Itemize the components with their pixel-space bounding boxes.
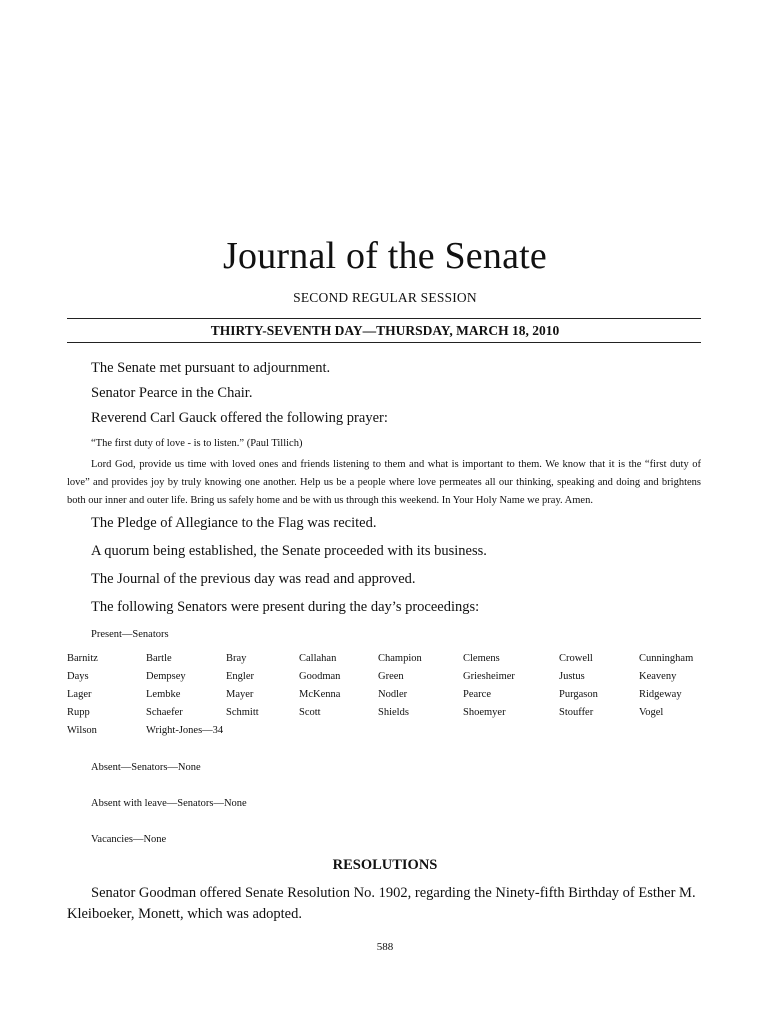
- prayer-quote: “The first duty of love - is to listen.” (Paul Tillich): [91, 438, 303, 449]
- senator-name: Callahan: [299, 653, 337, 664]
- page-number: 588: [376, 941, 394, 953]
- vacancies: Vacancies—None: [91, 834, 167, 845]
- senator-name: Green: [378, 671, 404, 682]
- senator-name: Bray: [226, 653, 247, 664]
- senator-name: Dempsey: [146, 671, 186, 682]
- senator-name: Engler: [226, 671, 254, 682]
- senator-name: Barnitz: [67, 653, 98, 664]
- resolutions-heading: RESOLUTIONS: [332, 857, 438, 873]
- senator-name: Crowell: [559, 653, 593, 664]
- senator-name: Vogel: [639, 707, 664, 718]
- senator-name: Champion: [378, 653, 422, 664]
- senator-name: Keaveny: [639, 671, 677, 682]
- journal-approved-paragraph: The Journal of the previous day was read and approved.: [91, 571, 416, 587]
- resolution-paragraph: Senator Goodman offered Senate Resolution No. 1902, regarding the Ninety-fifth Birthday of Esther M. Kleiboeker, Monett, which was adopted.: [67, 885, 696, 922]
- senator-name: Bartle: [146, 653, 172, 664]
- top-rule: [67, 318, 701, 319]
- senator-name: Pearce: [463, 689, 491, 700]
- senator-name: McKenna: [299, 689, 341, 700]
- senators-present-paragraph: The following Senators were present during the day’s proceedings:: [91, 599, 480, 615]
- senator-name: Nodler: [378, 689, 408, 700]
- opening-paragraph-chair: Senator Pearce in the Chair.: [91, 385, 253, 401]
- senator-name: Stouffer: [559, 707, 594, 718]
- senator-name: Wilson: [67, 725, 97, 736]
- absent-with-leave: Absent with leave—Senators—None: [91, 798, 247, 809]
- opening-paragraph-adjournment: The Senate met pursuant to adjournment.: [91, 360, 331, 376]
- present-senators-label: Present—Senators: [91, 629, 169, 640]
- senator-name: Goodman: [299, 671, 341, 682]
- session-label: SECOND REGULAR SESSION: [293, 290, 477, 305]
- day-heading: THIRTY-SEVENTH DAY—THURSDAY, MARCH 18, 2010: [210, 323, 560, 338]
- senator-name: Schaefer: [146, 707, 183, 718]
- senator-name: Mayer: [226, 689, 254, 700]
- senator-name: Cunningham: [639, 653, 694, 664]
- senator-name: Purgason: [559, 689, 598, 700]
- senator-name: Scott: [299, 707, 321, 718]
- senator-name: Lembke: [146, 689, 181, 700]
- prayer-body: Lord God, provide us time with loved ones and friends listening to them and what is important to them. We know that it is the “first duty of love” and provides joy by truly knowing one another. Help us be a people where love permeates all our thinking, speaking and doing and brightens both our inner and outer life. Bring us safely home and be with us through this weekend. In Your Holy Name we pray. Amen.: [67, 459, 701, 506]
- senator-name: Schmitt: [226, 707, 259, 718]
- quorum-paragraph: A quorum being established, the Senate proceeded with its business.: [91, 543, 487, 559]
- senator-name: Lager: [67, 689, 92, 700]
- opening-paragraph-prayer-intro: Reverend Carl Gauck offered the following prayer:: [91, 410, 388, 426]
- absent-senators: Absent—Senators—None: [91, 762, 201, 773]
- senator-name: Ridgeway: [639, 689, 682, 700]
- senator-name: Clemens: [463, 653, 500, 664]
- senator-name: Wright-Jones—34: [146, 725, 224, 736]
- senator-name: Griesheimer: [463, 671, 515, 682]
- journal-title: Journal of the Senate: [223, 235, 547, 277]
- pledge-paragraph: The Pledge of Allegiance to the Flag was recited.: [91, 515, 377, 531]
- senator-name: Shoemyer: [463, 707, 506, 718]
- senator-name: Rupp: [67, 707, 90, 718]
- senator-name: Shields: [378, 707, 409, 718]
- bottom-rule: [67, 342, 701, 343]
- senator-name: Days: [67, 671, 89, 682]
- senator-name: Justus: [559, 671, 585, 682]
